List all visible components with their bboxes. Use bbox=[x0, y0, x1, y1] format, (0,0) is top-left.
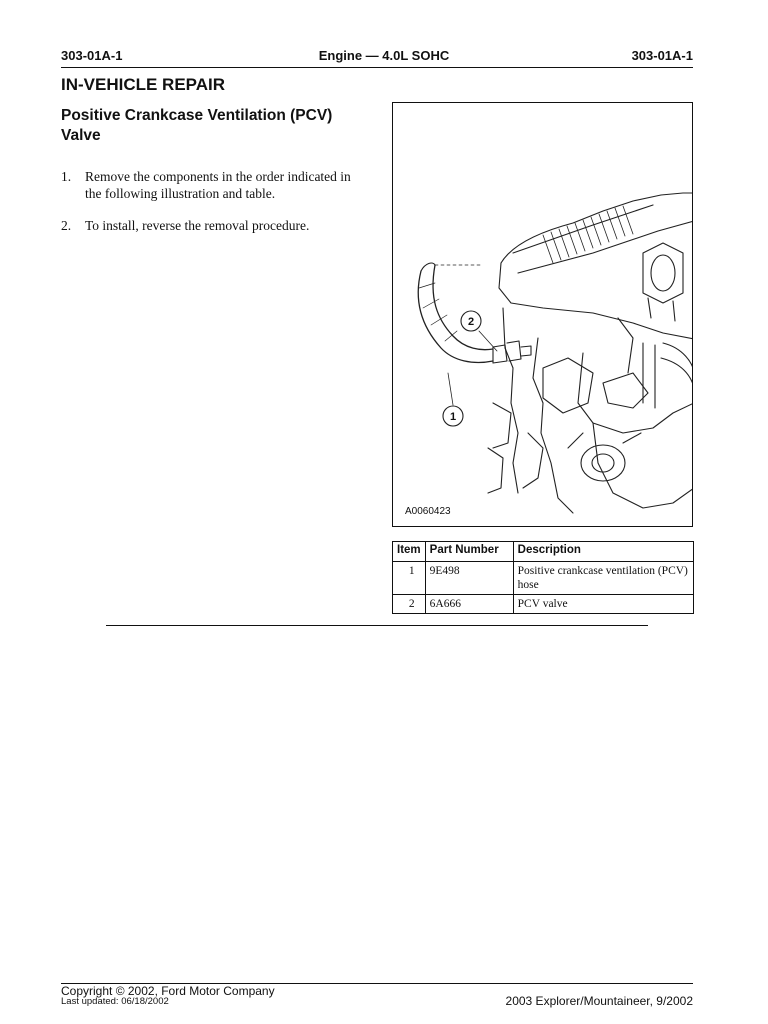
description-cell: PCV valve bbox=[513, 595, 693, 614]
engine-pcv-illustration bbox=[393, 103, 693, 527]
callout-2-label: 2 bbox=[467, 316, 475, 328]
table-row bbox=[393, 562, 694, 595]
section-end-rule bbox=[106, 625, 648, 626]
header-rule bbox=[61, 67, 693, 68]
step-item bbox=[61, 168, 361, 202]
step-number: 1. bbox=[61, 169, 72, 184]
section-title: IN-VEHICLE REPAIR bbox=[61, 75, 226, 94]
header-title: Engine — 4.0L SOHC bbox=[318, 48, 450, 63]
figure-id: A0060423 bbox=[405, 506, 451, 517]
column-header-item: Item bbox=[393, 542, 426, 562]
procedure-steps bbox=[61, 168, 361, 249]
item-cell: 2 bbox=[393, 595, 426, 614]
part-number-cell: 9E498 bbox=[425, 562, 513, 595]
header-section-code-right: 303-01A-1 bbox=[631, 48, 693, 63]
column-header-description: Description bbox=[513, 542, 693, 562]
footer-last-updated: Last updated: 06/18/2002 bbox=[61, 996, 169, 1007]
step-item bbox=[61, 217, 361, 234]
table-header-row bbox=[393, 542, 694, 562]
parts-table bbox=[392, 541, 694, 614]
step-number: 2. bbox=[61, 218, 72, 233]
step-text: Remove the components in the order indicated in the following illustration and table. bbox=[85, 169, 351, 201]
procedure-title: Positive Crankcase Ventilation (PCV) Valve bbox=[61, 107, 333, 144]
callout-1-label: 1 bbox=[449, 411, 457, 423]
illustration-frame bbox=[392, 102, 693, 527]
header-section-code-left: 303-01A-1 bbox=[61, 48, 123, 63]
part-number-cell: 6A666 bbox=[425, 595, 513, 614]
footer-copyright: Copyright © 2002, Ford Motor Company bbox=[61, 984, 275, 998]
description-cell: Positive crankcase ventilation (PCV) hose bbox=[513, 562, 693, 595]
step-text: To install, reverse the removal procedure. bbox=[85, 218, 310, 233]
footer-publication: 2003 Explorer/Mountaineer, 9/2002 bbox=[505, 994, 693, 1008]
item-cell: 1 bbox=[393, 562, 426, 595]
table-row bbox=[393, 595, 694, 614]
column-header-part-number: Part Number bbox=[425, 542, 513, 562]
